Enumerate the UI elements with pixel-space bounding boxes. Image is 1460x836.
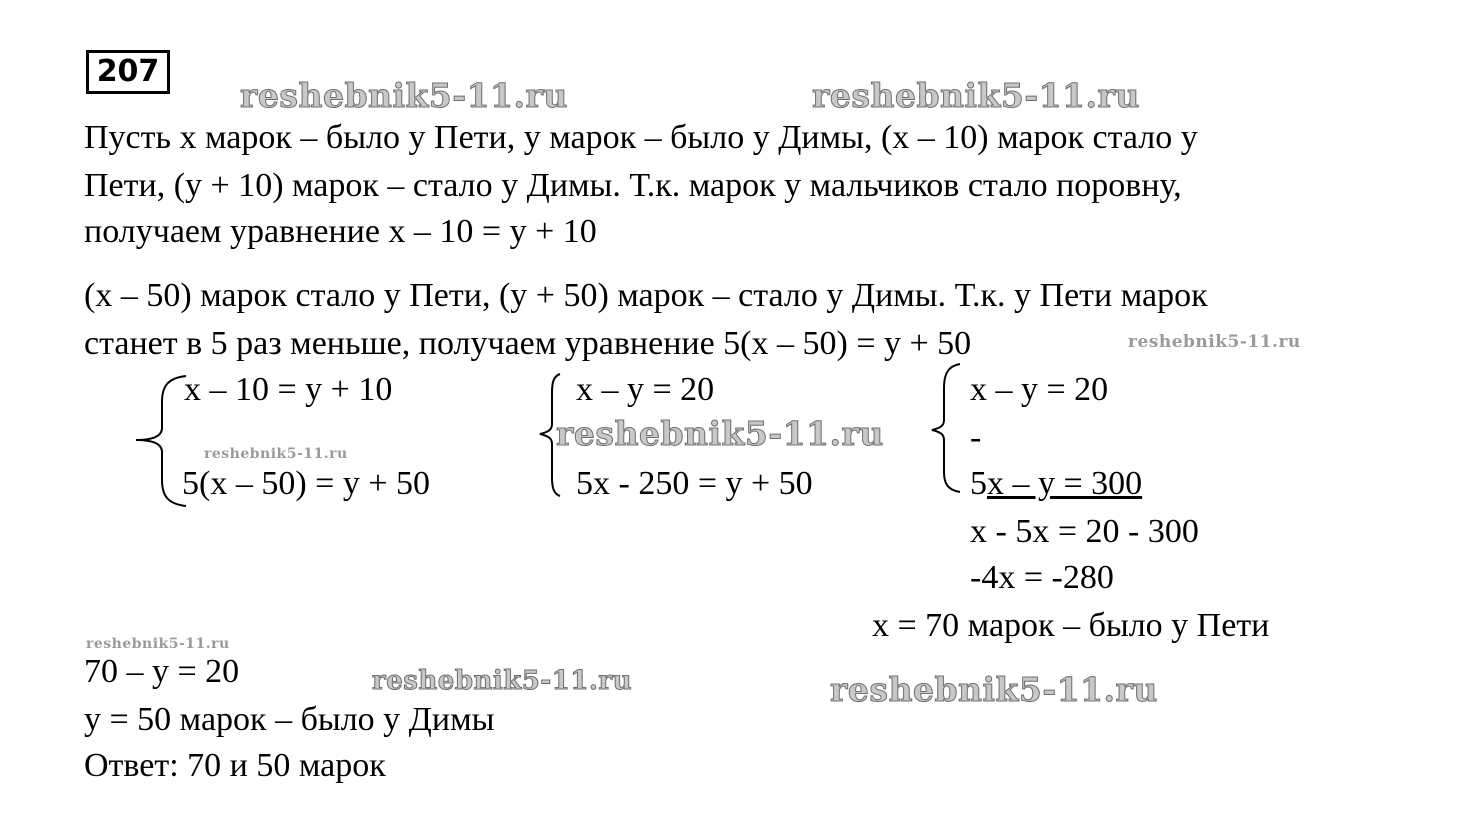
final-line: y = 50 марок – было у Димы xyxy=(84,701,495,738)
watermark: reshebnik5-11.ru xyxy=(372,666,633,696)
system3-eq1: x – y = 20 xyxy=(970,371,1109,408)
watermark: reshebnik5-11.ru xyxy=(1128,332,1301,352)
system-brace xyxy=(536,372,566,498)
step-line: x = 70 марок – было у Пети xyxy=(872,607,1270,644)
watermark: reshebnik5-11.ru xyxy=(86,636,230,652)
system3-minus: - xyxy=(970,419,982,456)
system3-eq2-underlined: x – y = 300 xyxy=(987,465,1143,502)
watermark: reshebnik5-11.ru xyxy=(556,414,884,453)
paragraph-line: Пети, (y + 10) марок – стало у Димы. Т.к. марок у мальчиков стало поровну, xyxy=(84,167,1182,204)
final-line: 70 – y = 20 xyxy=(84,653,240,690)
paragraph-line: (x – 50) марок стало у Пети, (y + 50) марок – стало у Димы. Т.к. у Пети марок xyxy=(84,277,1208,314)
system2-eq2: 5x - 250 = y + 50 xyxy=(576,465,813,502)
system1-eq2: 5(x – 50) = y + 50 xyxy=(182,465,430,502)
paragraph-line: Пусть x марок – было у Пети, y марок – было у Димы, (x – 10) марок стало у xyxy=(84,119,1198,156)
watermark: reshebnik5-11.ru xyxy=(830,670,1158,709)
system2-eq1: x – y = 20 xyxy=(576,371,715,408)
system-brace xyxy=(926,360,966,496)
watermark: reshebnik5-11.ru xyxy=(812,76,1140,115)
step-line: -4x = -280 xyxy=(970,559,1114,596)
watermark: reshebnik5-11.ru xyxy=(204,446,348,462)
watermark: reshebnik5-11.ru xyxy=(240,76,568,115)
system3-eq2 xyxy=(970,460,1142,507)
paragraph-line: получаем уравнение x – 10 = y + 10 xyxy=(84,213,597,250)
problem-number: 207 xyxy=(86,50,170,94)
answer-line: Ответ: 70 и 50 марок xyxy=(84,747,386,784)
paragraph-line: станет в 5 раз меньше, получаем уравнение 5(x – 50) = y + 50 xyxy=(84,325,972,362)
system1-eq1: x – 10 = y + 10 xyxy=(184,371,393,408)
system-brace xyxy=(132,372,188,508)
system3-eq2-prefix: 5 xyxy=(970,465,987,502)
step-line: x - 5x = 20 - 300 xyxy=(970,513,1199,550)
